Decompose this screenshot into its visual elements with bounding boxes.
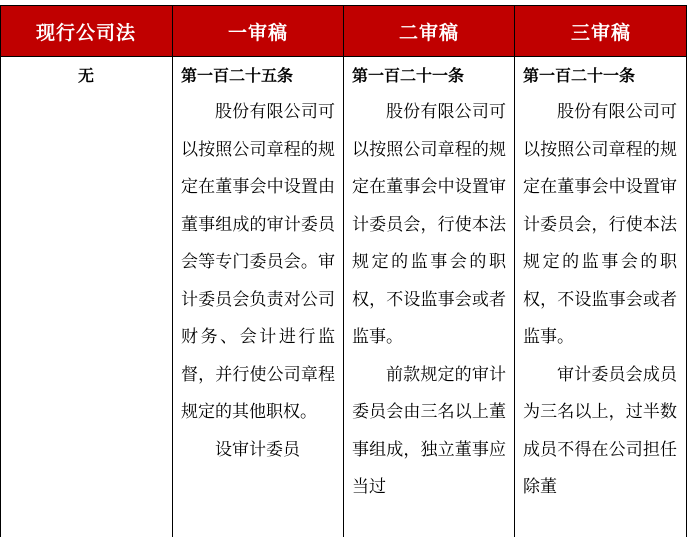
second-draft-para-2: 前款规定的审计委员会由三名以上董事组成，独立董事应当过 bbox=[352, 364, 506, 497]
second-draft-article: 第一百二十一条 bbox=[352, 66, 465, 85]
current-law-cell: 无 bbox=[77, 66, 94, 85]
third-draft-cell bbox=[523, 57, 677, 507]
col-divider-1 bbox=[172, 5, 173, 537]
third-draft-para-1: 股份有限公司可以按照公司章程的规定在董事会中设置审计委员会，行使本法规定的监事会的职权，不设监事会或者监事。 bbox=[523, 102, 677, 347]
first-draft-article: 第一百二十五条 bbox=[181, 66, 294, 85]
header-second-draft: 二审稿 bbox=[344, 6, 514, 56]
second-draft-cell bbox=[352, 57, 506, 507]
third-draft-article: 第一百二十一条 bbox=[523, 66, 636, 85]
first-draft-para-2: 设审计委员 bbox=[215, 439, 300, 460]
third-draft-para-2: 审计委员会成员为三名以上，过半数成员不得在公司担任除董 bbox=[523, 364, 677, 497]
first-draft-cell bbox=[181, 57, 335, 469]
col-divider-3 bbox=[514, 5, 515, 537]
first-draft-para-1: 股份有限公司可以按照公司章程的规定在董事会中设置由董事组成的审计委员会等专门委员会。审计委员会负责对公司财务、会计进行监督，并行使公司章程规定的其他职权。 bbox=[181, 102, 335, 422]
col-divider-2 bbox=[343, 5, 344, 537]
header-current-law: 现行公司法 bbox=[0, 6, 172, 56]
header-first-draft: 一审稿 bbox=[173, 6, 343, 56]
second-draft-para-1: 股份有限公司可以按照公司章程的规定在董事会中设置审计委员会，行使本法规定的监事会的职权，不设监事会或者监事。 bbox=[352, 102, 506, 347]
header-third-draft: 三审稿 bbox=[515, 6, 687, 56]
